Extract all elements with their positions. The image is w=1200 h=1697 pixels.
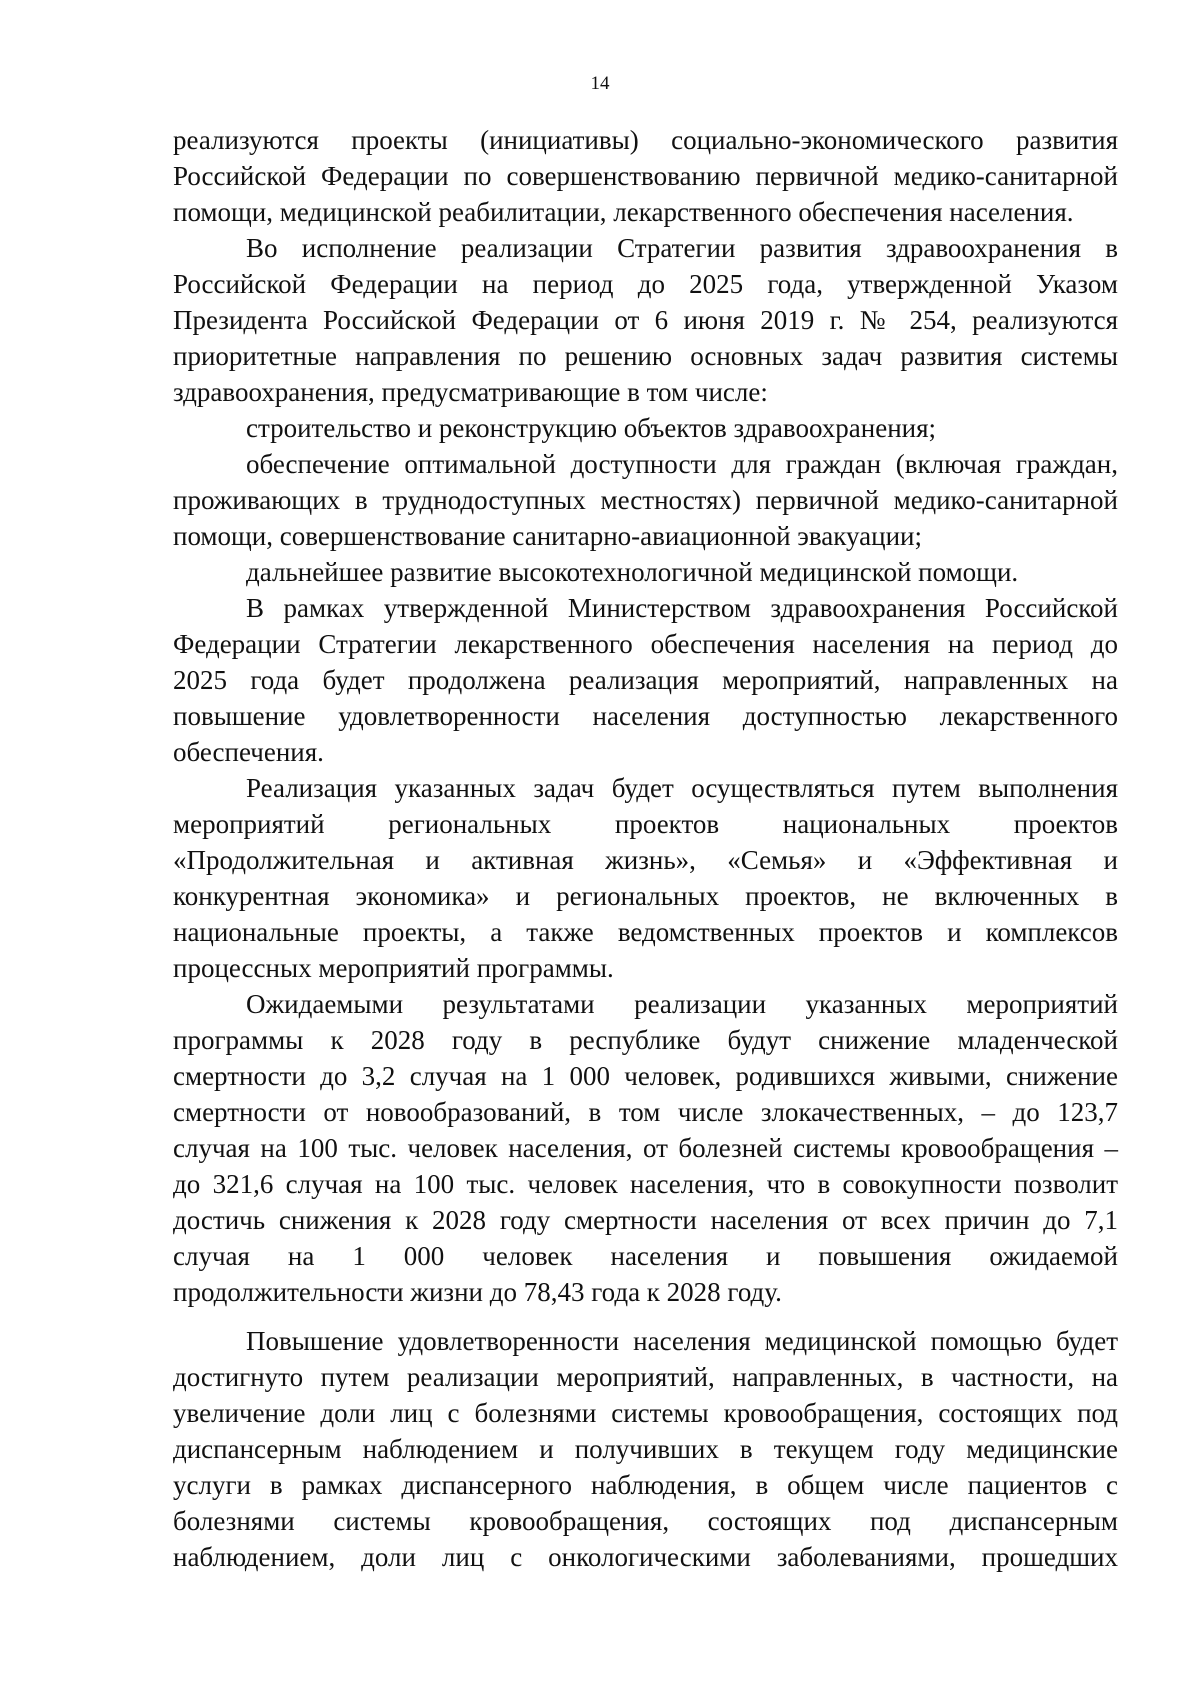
text-line: Ожидаемыми результатами реализации указанных мероприятий — [246, 989, 1118, 1019]
text-line: продолжительности жизни до 78,43 года к 2028 году. — [173, 1277, 782, 1307]
paragraph — [173, 122, 1118, 230]
text-line: повышение удовлетворенности населения доступностью лекарственного — [173, 701, 1118, 731]
text-line: достигнуто путем реализации мероприятий, направленных, в частности, на — [173, 1362, 1118, 1392]
text-line: смертности до 3,2 случая на 1 000 человек, родившихся живыми, снижение — [173, 1061, 1118, 1091]
paragraph — [173, 590, 1118, 770]
text-line: достичь снижения к 2028 году смертности населения от всех причин до 7,1 — [173, 1205, 1118, 1235]
text-line: проживающих в труднодоступных местностях) первичной медико-санитарной — [173, 485, 1118, 515]
text-line: здравоохранения, предусматривающие в том числе: — [173, 377, 768, 407]
text-line: Российской Федерации на период до 2025 года, утвержденной Указом — [173, 269, 1118, 299]
text-line: Федерации Стратегии лекарственного обеспечения населения на период до — [173, 629, 1118, 659]
text-line: наблюдением, доли лиц с онкологическими заболеваниями, прошедших — [173, 1542, 1118, 1572]
text-line: обеспечение оптимальной доступности для граждан (включая граждан, — [246, 449, 1118, 479]
text-line: помощи, медицинской реабилитации, лекарственного обеспечения населения. — [173, 197, 1074, 227]
text-line: Реализация указанных задач будет осуществляться путем выполнения — [246, 773, 1118, 803]
text-line: 2025 года будет продолжена реализация мероприятий, направленных на — [173, 665, 1118, 695]
text-line: реализуются проекты (инициативы) социально-экономического развития — [173, 125, 1118, 155]
text-line: случая на 100 тыс. человек населения, от болезней системы кровообращения – — [173, 1133, 1118, 1163]
text-line: В рамках утвержденной Министерством здравоохранения Российской — [246, 593, 1118, 623]
text-line: увеличение доли лиц с болезнями системы кровообращения, состоящих под — [173, 1398, 1118, 1428]
text-line: программы к 2028 году в республике будут снижение младенческой — [173, 1025, 1118, 1055]
paragraph — [173, 770, 1118, 986]
paragraph — [173, 1323, 1118, 1575]
paragraph — [173, 986, 1118, 1310]
paragraph — [173, 230, 1118, 410]
paragraph — [173, 410, 1118, 446]
text-line: конкурентная экономика» и региональных проектов, не включенных в — [173, 881, 1118, 911]
text-line: болезнями системы кровообращения, состоящих под диспансерным — [173, 1506, 1118, 1536]
text-line: случая на 1 000 человек населения и повышения ожидаемой — [173, 1241, 1118, 1271]
text-line: строительство и реконструкцию объектов здравоохранения; — [246, 413, 937, 443]
text-line: до 321,6 случая на 100 тыс. человек населения, что в совокупности позволит — [173, 1169, 1118, 1199]
text-line: Во исполнение реализации Стратегии развития здравоохранения в — [246, 233, 1118, 263]
paragraph — [173, 554, 1118, 590]
text-line: помощи, совершенствование санитарно-авиационной эвакуации; — [173, 521, 922, 551]
paragraph — [173, 446, 1118, 554]
text-line: диспансерным наблюдением и получивших в текущем году медицинские — [173, 1434, 1118, 1464]
text-line: национальные проекты, а также ведомственных проектов и комплексов — [173, 917, 1118, 947]
text-line: мероприятий региональных проектов национальных проектов — [173, 809, 1118, 839]
text-line: услуги в рамках диспансерного наблюдения, в общем числе пациентов с — [173, 1470, 1118, 1500]
text-line: обеспечения. — [173, 737, 324, 767]
text-line: Повышение удовлетворенности населения медицинской помощью будет — [246, 1326, 1118, 1356]
document-body — [173, 122, 1118, 1575]
page-number: 14 — [590, 73, 610, 94]
text-line: процессных мероприятий программы. — [173, 953, 614, 983]
text-line: дальнейшее развитие высокотехнологичной медицинской помощи. — [246, 557, 1019, 587]
text-line: Президента Российской Федерации от 6 июня 2019 г. № 254, реализуются — [173, 305, 1118, 335]
text-line: «Продолжительная и активная жизнь», «Семья» и «Эффективная и — [173, 845, 1118, 875]
text-line: Российской Федерации по совершенствованию первичной медико-санитарной — [173, 161, 1118, 191]
text-line: приоритетные направления по решению основных задач развития системы — [173, 341, 1118, 371]
text-line: смертности от новообразований, в том числе злокачественных, – до 123,7 — [173, 1097, 1118, 1127]
